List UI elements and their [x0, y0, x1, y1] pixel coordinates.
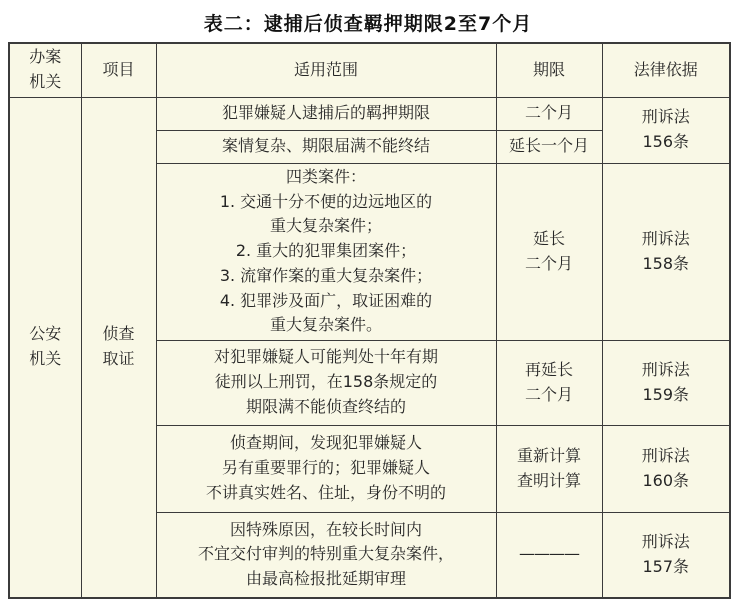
- detention-period-table: [8, 42, 731, 599]
- page-title: 表二：逮捕后侦查羁押期限2至7个月: [203, 13, 533, 35]
- organ-cell: 公安 机关: [9, 97, 81, 598]
- scope-cell: 案情复杂、期限届满不能终结: [156, 130, 496, 163]
- basis-cell: 刑诉法 158条: [602, 163, 730, 340]
- period-cell: 延长一个月: [496, 130, 602, 163]
- header-item: 项目: [81, 43, 156, 97]
- header-period: 期限: [496, 43, 602, 97]
- basis-cell: 刑诉法 159条: [602, 340, 730, 425]
- item-cell: 侦查 取证: [81, 97, 156, 598]
- basis-cell: 刑诉法 156条: [602, 97, 730, 163]
- table-row: [9, 97, 730, 130]
- period-cell: 二个月: [496, 97, 602, 130]
- period-cell: 再延长 二个月: [496, 340, 602, 425]
- header-basis: 法律依据: [602, 43, 730, 97]
- scope-cell: 四类案件： 1. 交通十分不便的边远地区的 重大复杂案件； 2. 重大的犯罪集团案件； 3. 流窜作案的重大复杂案件； 4. 犯罪涉及面广，取证困难的 重大复杂案件。: [156, 163, 496, 340]
- table-header-row: [9, 43, 730, 97]
- basis-cell: 刑诉法 157条: [602, 512, 730, 598]
- header-organ: 办案 机关: [9, 43, 81, 97]
- scope-cell: 侦查期间，发现犯罪嫌疑人 另有重要罪行的；犯罪嫌疑人 不讲真实姓名、住址，身份不明的: [156, 425, 496, 512]
- scope-cell: 因特殊原因，在较长时间内 不宜交付审判的特别重大复杂案件， 由最高检报批延期审理: [156, 512, 496, 598]
- header-scope: 适用范围: [156, 43, 496, 97]
- scope-cell: 犯罪嫌疑人逮捕后的羁押期限: [156, 97, 496, 130]
- period-cell: 重新计算 查明计算: [496, 425, 602, 512]
- period-cell-dash: ————: [496, 512, 602, 598]
- period-cell: 延长 二个月: [496, 163, 602, 340]
- scope-cell: 对犯罪嫌疑人可能判处十年有期 徒刑以上刑罚，在158条规定的 期限满不能侦查终结的: [156, 340, 496, 425]
- basis-cell: 刑诉法 160条: [602, 425, 730, 512]
